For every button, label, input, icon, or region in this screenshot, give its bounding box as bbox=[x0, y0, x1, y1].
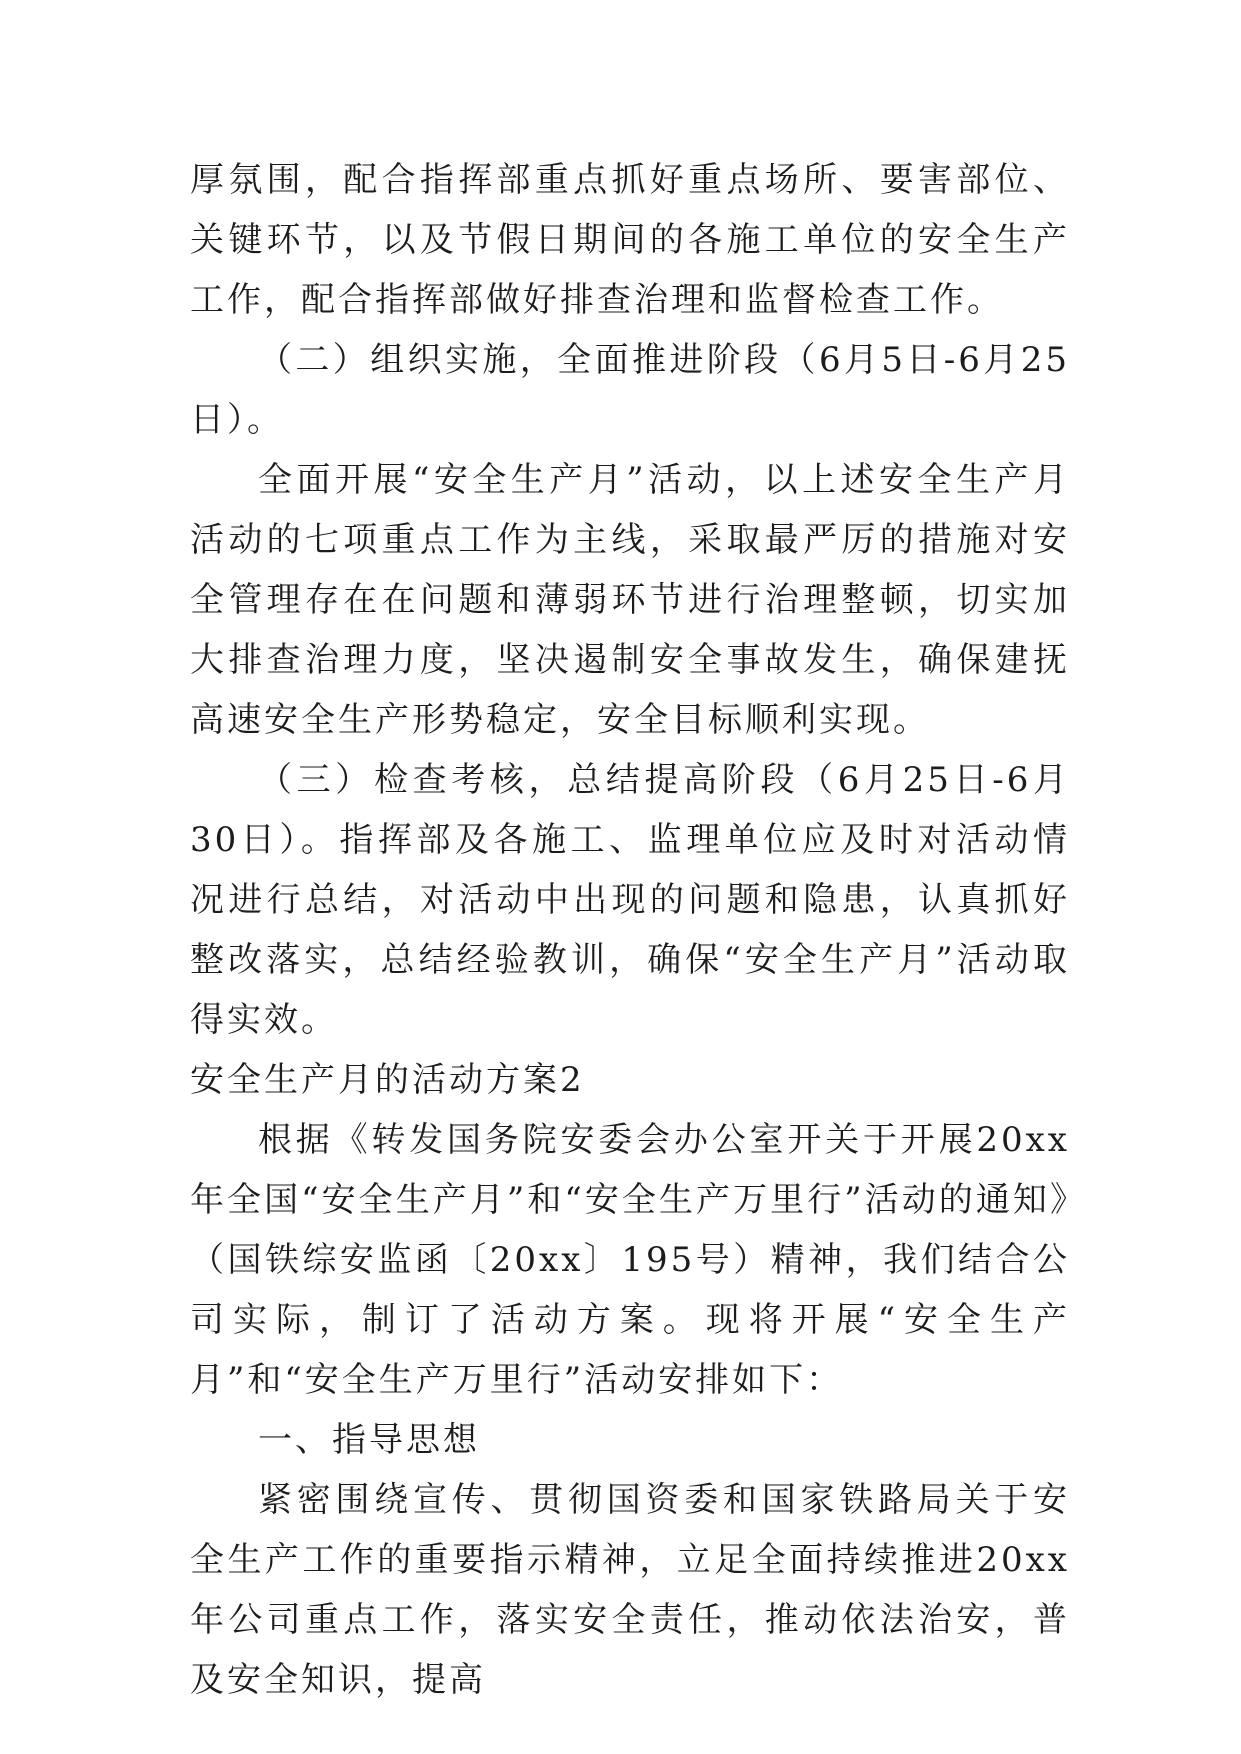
section-title: 安全生产月的活动方案2 bbox=[190, 1060, 585, 1100]
paragraph-stage-three: （三）检查考核，总结提高阶段（6月25日-6月30日）。指挥部及各施工、监理单位应及时对活动情况进行总结，对活动中出现的问题和隐患，认真抓好整改落实，总结经验教训，确保“安全生产月”活动取得实效。 bbox=[190, 760, 1070, 1040]
paragraph-continuation: 厚氛围，配合指挥部重点抓好重点场所、要害部位、关键环节，以及节假日期间的各施工单位的安全生产工作，配合指挥部做好排查治理和监督检查工作。 bbox=[190, 160, 1070, 320]
document-body bbox=[190, 150, 1070, 1710]
paragraph-stage-two-heading: （二）组织实施，全面推进阶段（6月5日-6月25日）。 bbox=[190, 340, 1070, 440]
paragraph-guiding-ideology-body: 紧密围绕宣传、贯彻国资委和国家铁路局关于安全生产工作的重要指示精神，立足全面持续推进20xx年公司重点工作，落实安全责任，推动依法治安，普及安全知识，提高 bbox=[190, 1480, 1070, 1700]
heading-guiding-ideology: 一、指导思想 bbox=[258, 1420, 480, 1460]
paragraph-intro: 根据《转发国务院安委会办公室开关于开展20xx年全国“安全生产月”和“安全生产万里行”活动的通知》（国铁综安监函〔20xx〕195号）精神，我们结合公司实际，制订了活动方案。现将开展“安全生产月”和“安全生产万里行”活动安排如下： bbox=[190, 1120, 1070, 1400]
paragraph-stage-two-body: 全面开展“安全生产月”活动，以上述安全生产月活动的七项重点工作为主线，采取最严厉的措施对安全管理存在在问题和薄弱环节进行治理整顿，切实加大排查治理力度，坚决遏制安全事故发生，确保建抚高速安全生产形势稳定，安全目标顺利实现。 bbox=[190, 460, 1070, 740]
